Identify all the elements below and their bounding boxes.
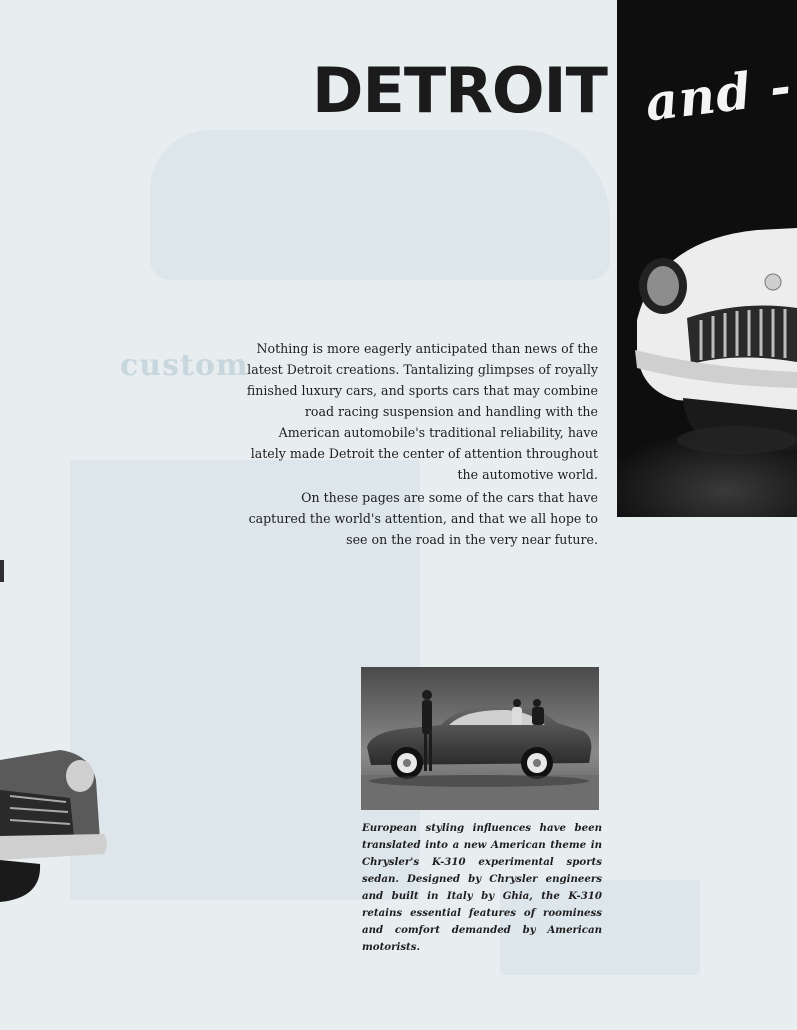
intro-text: [240, 338, 598, 552]
binding-mark: [0, 560, 4, 582]
chrysler-k310-photo: [361, 667, 599, 810]
photo-caption: European styling influences have been translated into a new American theme in Chrysler's K-310 experimental sports sedan. Designed by Chrysler engineers and built in Italy by Ghia, the K-310 retains essential features of roominess and comfort demanded by American motorists.: [362, 822, 602, 953]
headline-script: and -: [642, 56, 795, 133]
headline-detroit: DETROIT: [312, 54, 607, 127]
ghost-title: custom: [120, 348, 249, 383]
left-car-fragment-image: [0, 740, 110, 910]
intro-paragraph-2: On these pages are some of the cars that have captured the world's attention, and that we all hope to see on the road in the very near future.: [248, 490, 598, 547]
ghost-car-silhouette: [150, 130, 610, 280]
intro-paragraph-1: Nothing is more eagerly anticipated than news of the latest Detroit creations. Tantalizing glimpses of royally finished luxury cars, and sports cars that may combine road racing suspension and handling with the American automobile's traditional reliability, have lately made Detroit the center of attention throughout the automotive world.: [246, 341, 598, 482]
corvette-front-image: [617, 200, 797, 517]
